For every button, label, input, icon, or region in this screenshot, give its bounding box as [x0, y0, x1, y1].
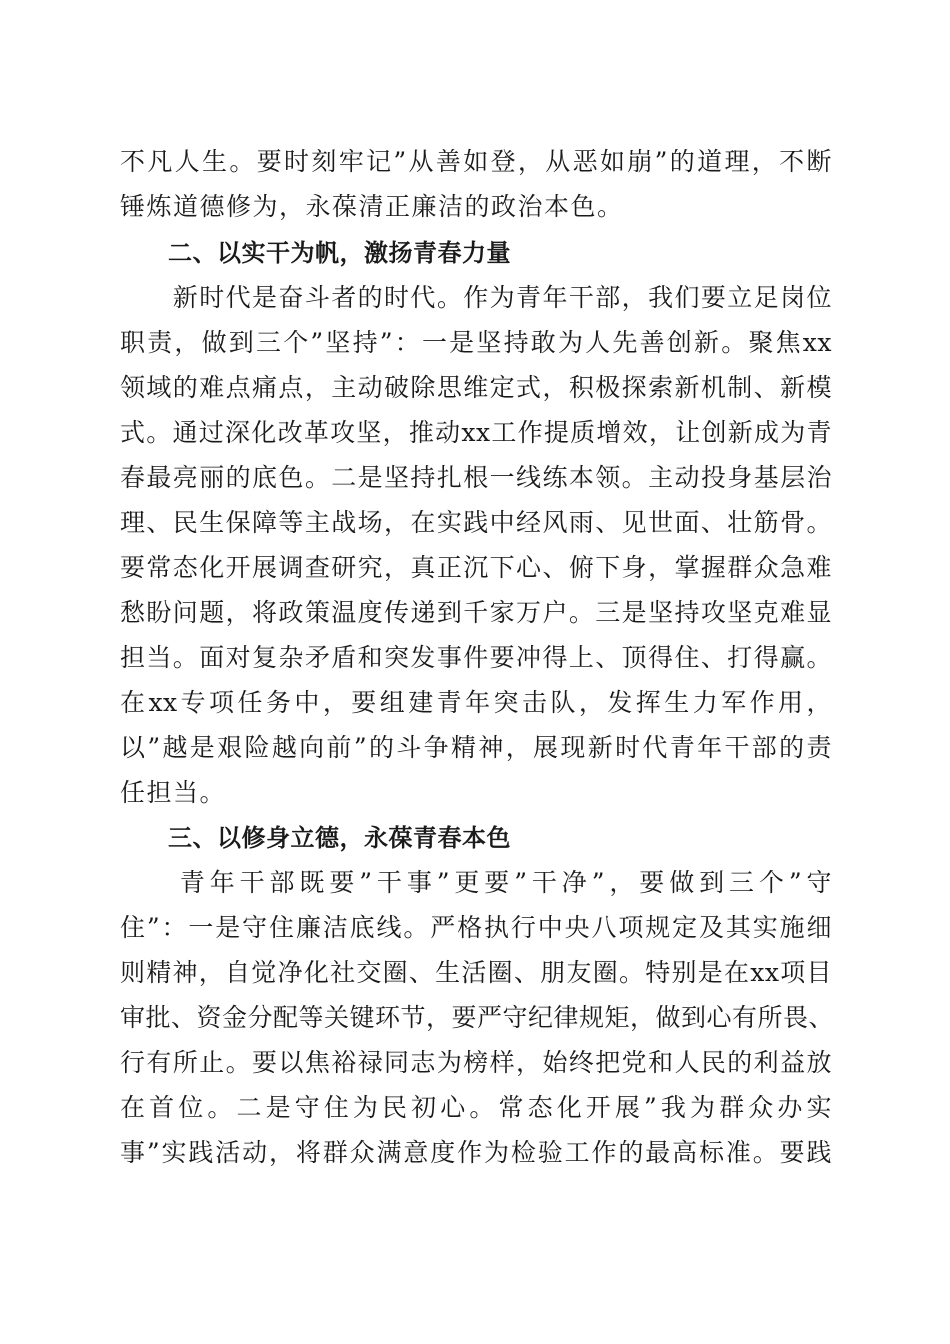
- section-heading-3: 三、以修身立德，永葆青春本色: [168, 824, 511, 852]
- text-line: 在首位。二是守住为民初心。常态化开展”我为群众办实: [120, 1093, 832, 1122]
- text-line: 则精神，自觉净化社交圈、生活圈、朋友圈。特别是在xx项目: [120, 958, 832, 987]
- text-line: 担当。面对复杂矛盾和突发事件要冲得上、顶得住、打得赢。: [120, 643, 832, 672]
- text-line: 职责，做到三个”坚持”：一是坚持敢为人先善创新。聚焦xx: [120, 328, 832, 357]
- text-line: 事”实践活动，将群众满意度作为检验工作的最高标准。要践: [120, 1138, 832, 1167]
- text-line: 任担当。: [120, 778, 227, 807]
- text-line: 在xx专项任务中，要组建青年突击队，发挥生力军作用，: [120, 688, 832, 717]
- text-line: 行有所止。要以焦裕禄同志为榜样，始终把党和人民的利益放: [120, 1048, 832, 1077]
- text-line: 理、民生保障等主战场，在实践中经风雨、见世面、壮筋骨。: [120, 508, 832, 537]
- text-line: 审批、资金分配等关键环节，要严守纪律规矩，做到心有所畏、: [120, 1003, 835, 1032]
- text-line: 领域的难点痛点，主动破除思维定式，积极探索新机制、新模: [120, 373, 832, 402]
- text-line: 春最亮丽的底色。二是坚持扎根一线练本领。主动投身基层治: [120, 463, 832, 492]
- text-line: 锤炼道德修为，永葆清正廉洁的政治本色。: [120, 192, 624, 221]
- text-line: 愁盼问题，将政策温度传递到千家万户。三是坚持攻坚克难显: [120, 598, 832, 627]
- text-line: 不凡人生。要时刻牢记”从善如登，从恶如崩”的道理，不断: [120, 147, 832, 176]
- text-line: 新时代是奋斗者的时代。作为青年干部，我们要立足岗位: [120, 283, 832, 312]
- text-line: 式。通过深化改革攻坚，推动xx工作提质增效，让创新成为青: [120, 418, 832, 447]
- section-heading-2: 二、以实干为帆，激扬青春力量: [168, 239, 511, 267]
- text-line: 以”越是艰险越向前”的斗争精神，展现新时代青年干部的责: [120, 733, 832, 762]
- text-line: 住”：一是守住廉洁底线。严格执行中央八项规定及其实施细: [120, 913, 832, 942]
- text-line: 青年干部既要”干事”更要”干净”，要做到三个”守: [120, 868, 832, 897]
- text-line: 要常态化开展调查研究，真正沉下心、俯下身，掌握群众急难: [120, 553, 832, 582]
